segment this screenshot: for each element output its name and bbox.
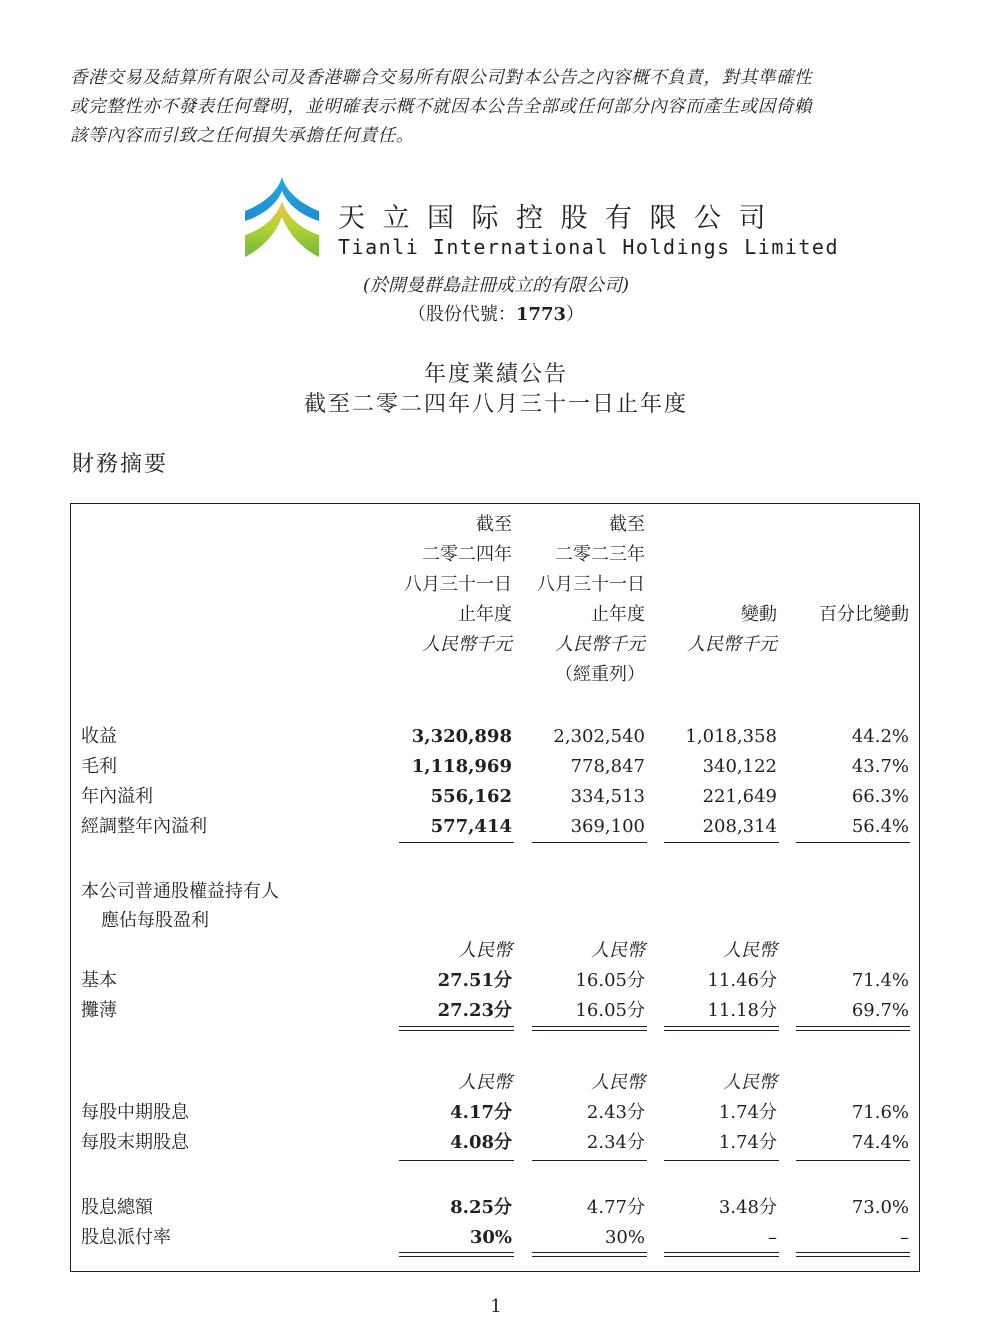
row-label: 股息總額 [81,1197,153,1218]
disclaimer-line: 或完整性亦不發表任何聲明，並明確表示概不就因本公告全部或任何部分內容而產生或因倚賴 [70,97,813,117]
value-pct: 56.4% [851,816,909,837]
value-pct: 43.7% [851,756,909,777]
company-logo-icon [243,177,321,259]
value-pct: 69.7% [851,1000,909,1021]
rule [399,842,514,843]
value-change: 3.48分 [718,1197,777,1218]
header-restated: （經重列） [555,664,645,685]
value-2024: 27.51分 [437,970,512,991]
value-2024: 30% [469,1227,512,1248]
value-2023: 30% [604,1227,645,1248]
stock-code-prefix: （股份代號： [407,304,516,325]
header-cell: 止年度 [591,604,645,625]
section-heading: 財務摘要 [72,452,169,477]
header-cell: 截至 [476,514,512,535]
company-name-zh: 天立国际控股有限公司 [338,203,783,234]
value-pct: 71.4% [851,970,909,991]
value-pct: 74.4% [851,1132,909,1153]
double-rule [664,1252,779,1257]
value-2023: 16.05分 [575,1000,645,1021]
value-2024: 577,414 [430,816,512,837]
value-2023: 778,847 [570,756,645,777]
value-change: 208,314 [702,816,777,837]
value-change: 11.18分 [707,1000,777,1021]
header-cell: 止年度 [458,604,512,625]
header-unit: 人民幣千元 [555,634,645,655]
eps-heading: 本公司普通股權益持有人 [81,881,279,902]
value-change: 221,649 [702,786,777,807]
row-label: 經調整年內溢利 [81,816,207,837]
currency-label: 人民幣 [591,940,645,961]
value-2024: 4.08分 [450,1132,512,1153]
row-label: 股息派付率 [81,1227,171,1248]
header-cell: 二零二三年 [555,544,645,565]
double-rule [532,1252,647,1257]
header-cell: 二零二四年 [422,544,512,565]
value-2023: 16.05分 [575,970,645,991]
disclaimer-line: 該等內容而引致之任何損失承擔任何責任。 [70,126,414,146]
value-2023: 2.43分 [586,1102,645,1123]
value-pct: 44.2% [851,726,909,747]
row-label: 收益 [81,726,117,747]
disclaimer [70,64,930,151]
announcement-title: 年度業績公告 [423,362,568,387]
row-label: 毛利 [81,756,117,777]
value-change: 1.74分 [718,1132,777,1153]
value-change: 1.74分 [718,1102,777,1123]
value-pct: 71.6% [851,1102,909,1123]
row-label: 年內溢利 [81,786,153,807]
currency-label: 人民幣 [723,1072,777,1093]
value-2024: 1,118,969 [411,756,512,777]
rule [664,1160,779,1161]
currency-label: 人民幣 [458,940,512,961]
double-rule [399,1026,514,1031]
row-label: 每股末期股息 [81,1132,189,1153]
value-pct: 73.0% [851,1197,909,1218]
incorporation-note: (於開曼群島註冊成立的有限公司) [362,275,630,296]
disclaimer-line: 香港交易及結算所有限公司及香港聯合交易所有限公司對本公告之內容概不負責，對其準確性 [70,68,813,88]
rule [664,842,779,843]
value-2024: 3,320,898 [411,726,512,747]
eps-heading: 應佔每股盈利 [101,910,209,931]
value-2023: 334,513 [570,786,645,807]
rule [796,1160,910,1161]
value-pct: – [900,1227,909,1248]
financial-summary-table [70,503,920,1272]
rule [532,1160,647,1161]
header-cell: 八月三十一日 [537,574,645,595]
currency-label: 人民幣 [723,940,777,961]
header-cell: 百分比變動 [819,604,909,625]
value-2023: 2,302,540 [553,726,645,747]
header-unit: 人民幣千元 [687,634,777,655]
rule [532,842,647,843]
value-2023: 369,100 [570,816,645,837]
double-rule [664,1026,779,1031]
value-2024: 27.23分 [437,1000,512,1021]
value-change: 11.46分 [707,970,777,991]
announcement-period: 截至二零二四年八月三十一日止年度 [303,392,688,417]
row-label: 每股中期股息 [81,1102,189,1123]
double-rule [399,1252,514,1257]
value-2023: 2.34分 [586,1132,645,1153]
value-2023: 4.77分 [586,1197,645,1218]
stock-code-number: 1773 [515,304,567,325]
row-label: 攤薄 [81,1000,117,1021]
value-2024: 8.25分 [450,1197,512,1218]
double-rule [796,1252,910,1257]
company-name-en: Tianli International Holdings Limited [338,235,840,259]
currency-label: 人民幣 [591,1072,645,1093]
value-2024: 556,162 [430,786,512,807]
stock-code [0,300,992,326]
header-unit: 人民幣千元 [422,634,512,655]
value-pct: 66.3% [851,786,909,807]
page-number: 1 [490,1296,502,1317]
rule [399,1160,514,1161]
row-label: 基本 [81,970,117,991]
header-cell: 截至 [609,514,645,535]
value-change: 340,122 [702,756,777,777]
header-cell: 八月三十一日 [404,574,512,595]
value-change: – [768,1227,777,1248]
rule [796,842,910,843]
value-2024: 4.17分 [450,1102,512,1123]
stock-code-suffix: ） [566,304,585,325]
double-rule [532,1026,647,1031]
value-change: 1,018,358 [685,726,777,747]
currency-label: 人民幣 [458,1072,512,1093]
header-cell: 變動 [741,604,777,625]
double-rule [796,1026,910,1031]
